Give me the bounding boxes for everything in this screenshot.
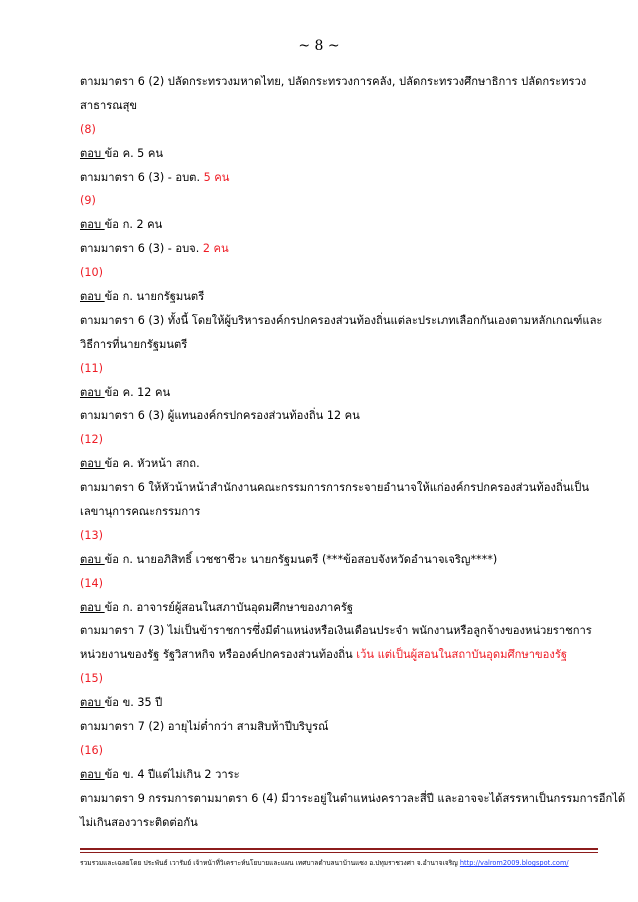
reference-line bbox=[80, 166, 600, 190]
question-number: (13) bbox=[80, 528, 103, 542]
answer-line bbox=[80, 596, 600, 620]
question-number: (15) bbox=[80, 672, 103, 686]
answer-text: ข้อ ข. 4 ปีแต่ไม่เกิน 2 วาระ bbox=[104, 767, 240, 781]
question-number: (8) bbox=[80, 122, 96, 136]
text-line: สาธารณสุข bbox=[80, 98, 138, 112]
answer-label: ตอบ bbox=[80, 146, 105, 160]
question-number: (10) bbox=[80, 266, 103, 280]
reference-line: ตามมาตรา 9 กรรมการตามมาตรา 6 (4) มีวาระอยู่ในตำแหน่งคราวละสี่ปี และอาจจะได้สรรหาเป็นกรรมการอีกได้ bbox=[80, 791, 626, 805]
reference-line: ตามมาตรา 6 (3) ทั้งนี้ โดยให้ผู้บริหารองค์กรปกครองส่วนท้องถิ่นแต่ละประเภทเลือกกันเองตามหลักเกณฑ์และ bbox=[80, 313, 603, 327]
answer-label: ตอบ bbox=[80, 696, 105, 710]
answer-line bbox=[80, 213, 600, 237]
answer-label: ตอบ bbox=[80, 457, 105, 471]
highlight-text: 5 คน bbox=[203, 170, 230, 184]
answer-text: ข้อ ก. 2 คน bbox=[104, 218, 163, 232]
answer-text: ข้อ ก. นายกรัฐมนตรี bbox=[104, 290, 205, 304]
answer-text: ข้อ ค. หัวหน้า สกถ. bbox=[104, 457, 200, 471]
answer-line bbox=[80, 763, 600, 787]
answer-text: ข้อ ข. 35 ปี bbox=[104, 696, 163, 710]
answer-line bbox=[80, 285, 600, 309]
reference-line: ตามมาตรา 7 (2) อายุไม่ต่ำกว่า สามสิบห้าปีบริบูรณ์ bbox=[80, 720, 329, 734]
answer-label: ตอบ bbox=[80, 600, 105, 614]
footer-divider bbox=[80, 848, 598, 850]
question-number: (9) bbox=[80, 194, 96, 208]
question-number: (14) bbox=[80, 576, 103, 590]
reference-line: ไม่เกินสองวาระติดต่อกัน bbox=[80, 815, 198, 829]
question-number: (11) bbox=[80, 361, 103, 375]
footer-credit: รวมรวมและเฉลยโดย ประพันธ์ เวารัมย์ เจ้าหน้าที่วิเคราะห์นโยบายและแผน เทศบาลตำบลนาบ้านแซง อ.ปทุมราชวงศา จ.อำนาจเจริญ bbox=[80, 859, 460, 867]
answer-text: ข้อ ค. 12 คน bbox=[104, 385, 171, 399]
answer-line bbox=[80, 691, 600, 715]
reference-line: วิธีการที่นายกรัฐมนตรี bbox=[80, 337, 188, 351]
answer-label: ตอบ bbox=[80, 552, 105, 566]
footer-divider-thin bbox=[80, 852, 598, 853]
page-number: ~ 8 ~ bbox=[298, 38, 340, 54]
answer-text: ข้อ ก. นายอภิสิทธิ์ เวชชาชีวะ นายกรัฐมนตรี (***ข้อสอบจังหวัดอำนาจเจริญ****) bbox=[104, 552, 498, 566]
question-number: (16) bbox=[80, 743, 103, 757]
answer-label: ตอบ bbox=[80, 385, 105, 399]
reference-line: เลขานุการคณะกรรมการ bbox=[80, 505, 201, 519]
answer-label: ตอบ bbox=[80, 290, 105, 304]
answer-text: ข้อ ก. อาจารย์ผู้สอนในสภาบันอุดมศึกษาของภาครัฐ bbox=[104, 600, 354, 614]
highlight-text: เว้น แต่เป็นผู้สอนในสถาบันอุดมศึกษาของรัฐ bbox=[356, 648, 568, 662]
footer bbox=[80, 857, 600, 868]
answer-line bbox=[80, 142, 600, 166]
answer-label: ตอบ bbox=[80, 767, 105, 781]
answer-line bbox=[80, 381, 600, 405]
reference-line bbox=[80, 237, 600, 261]
reference-text: ตามมาตรา 6 (3) - อบต. bbox=[80, 170, 204, 184]
reference-line bbox=[80, 643, 600, 667]
footer-link[interactable]: http://valrom2009.blogspot.com/ bbox=[459, 859, 569, 867]
reference-text: หน่วยงานของรัฐ รัฐวิสาหกิจ หรือองค์ปกครองส่วนท้องถิ่น bbox=[80, 648, 357, 662]
answer-line bbox=[80, 452, 600, 476]
question-number: (12) bbox=[80, 433, 103, 447]
document-body bbox=[80, 70, 626, 835]
text-line: ตามมาตรา 6 (2) ปลัดกระทรวงมหาดไทย, ปลัดกระทรวงการคลัง, ปลัดกระทรวงศึกษาธิการ ปลัดกระทรวง bbox=[80, 75, 587, 88]
highlight-text: 2 คน bbox=[202, 242, 229, 256]
reference-line: ตามมาตรา 6 (3) ผู้แทนองค์กรปกครองส่วนท้องถิ่น 12 คน bbox=[80, 409, 360, 423]
reference-line: ตามมาตรา 7 (3) ไม่เป็นข้าราชการซึ่งมีตำแหน่งหรือเงินเดือนประจำ พนักงานหรือลูกจ้างของหน่วยราชการ bbox=[80, 624, 592, 638]
answer-label: ตอบ bbox=[80, 218, 105, 232]
reference-line: ตามมาตรา 6 ให้หัวน้าหน้าสำนักงานคณะกรรมการการกระจายอำนาจให้แก่องค์กรปกครองส่วนท้องถิ่นเป็น bbox=[80, 481, 589, 495]
answer-line bbox=[80, 548, 600, 572]
answer-text: ข้อ ค. 5 คน bbox=[104, 146, 163, 160]
reference-text: ตามมาตรา 6 (3) - อบจ. bbox=[80, 242, 203, 256]
